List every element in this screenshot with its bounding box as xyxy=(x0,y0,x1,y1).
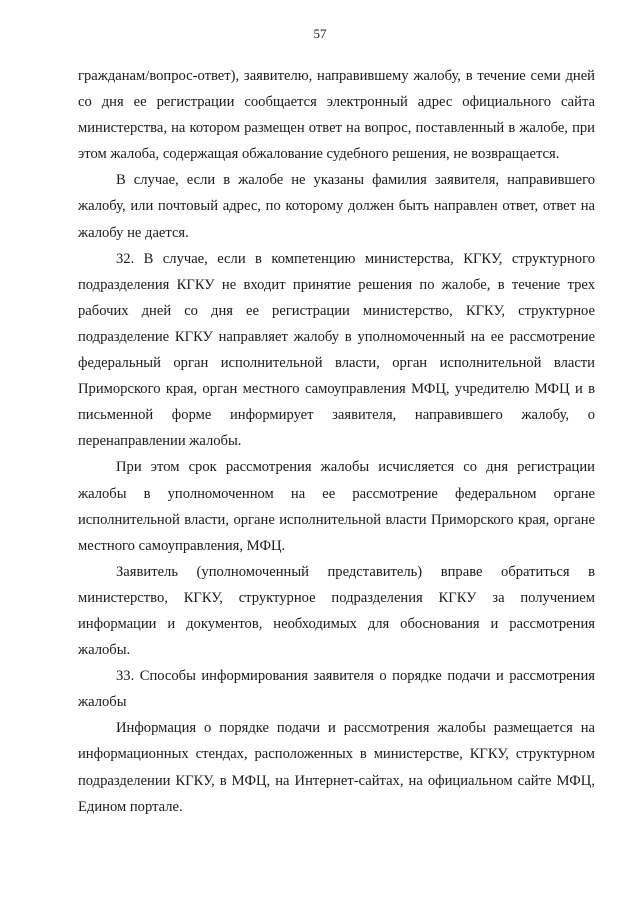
paragraph-33-heading: 33. Способы информирования заявителя о порядке подачи и рассмотрения жалобы xyxy=(78,668,595,711)
paragraph-no-surname: В случае, если в жалобе не указаны фамилия заявителя, направившего жалобу, или почтовый адрес, по которому должен быть направлен ответ, ответ на жалобу не дается. xyxy=(78,172,595,241)
document-body xyxy=(78,63,595,820)
paragraph-applicant-rights: Заявитель (уполномоченный представитель) вправе обратиться в министерство, КГКУ, структурное подразделения КГКУ за получением информации и документов, необходимых для обоснования и рассмотрения жалобы. xyxy=(78,563,595,659)
paragraph-information-placement: Информация о порядке подачи и рассмотрения жалобы размещается на информационных стендах, расположенных в министерстве, КГКУ, структурном подразделении КГКУ, в МФЦ, на Интернет-сайтах, на официальном сайте МФЦ, Едином портале. xyxy=(78,720,595,815)
paragraph-32-redirect: 32. В случае, если в компетенцию министерства, КГКУ, структурного подразделения КГКУ не входит принятие решения по жалобе, в течение трех рабочих дней со дня ее регистрации министерство, КГКУ, структурное подразделение КГКУ направляет жалобу в уполномоченный на ее рассмотрение федеральный орган исполнительной власти, орган исполнительной власти Приморского края, орган местного самоуправления МФЦ, учредителю МФЦ и в письменной форме информирует заявителя, направившего жалобу, о перенаправлении жалобы. xyxy=(78,250,595,450)
paragraph-term-calculation: При этом срок рассмотрения жалобы исчисляется со дня регистрации жалобы в уполномоченном на ее рассмотрение федеральном органе исполнительной власти, органе исполнительной власти Приморского края, органе местного самоуправления, МФЦ. xyxy=(78,459,595,554)
paragraph-complaint-website: гражданам/вопрос-ответ), заявителю, направившему жалобу, в течение семи дней со дня ее регистрации сообщается электронный адрес официального сайта министерства, на котором размещен ответ на вопрос, поставленный в жалобе, при этом жалоба, содержащая обжалование судебного решения, не возвращается. xyxy=(78,68,595,163)
page-number: 57 xyxy=(313,26,327,41)
